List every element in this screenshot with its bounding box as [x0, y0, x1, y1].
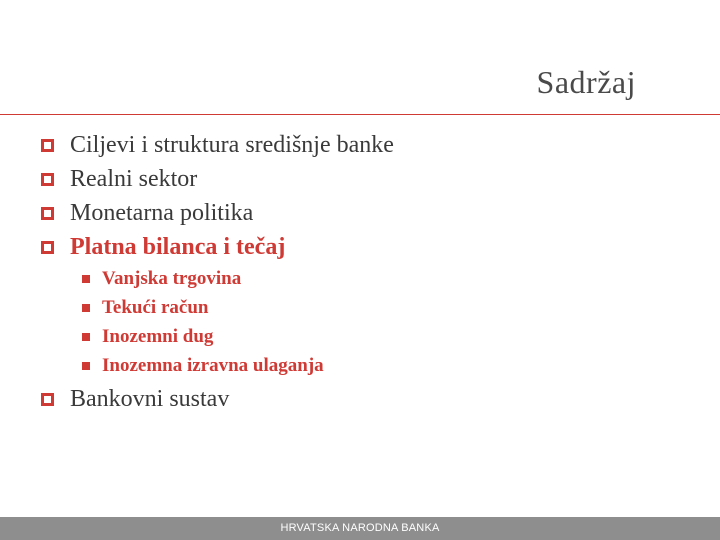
footer-bar [0, 517, 720, 540]
title-divider [0, 114, 720, 115]
list-item-label: Monetarna politika [70, 200, 254, 226]
sub-list-item-label: Vanjska trgovina [102, 268, 242, 289]
list-item-label: Realni sektor [70, 166, 198, 192]
list-item-label: Ciljevi i struktura središnje banke [70, 132, 394, 158]
hollow-square-bullet-icon [41, 393, 54, 406]
footer-brand-text: HRVATSKA NARODNA BANKA [280, 522, 440, 534]
sub-list-item-label: Inozemna izravna ulaganja [102, 355, 324, 376]
sub-list-item [82, 323, 642, 351]
hollow-square-bullet-icon [41, 207, 54, 220]
sub-list-item [82, 294, 642, 322]
filled-square-bullet-icon [82, 304, 90, 312]
list-item-label: Bankovni sustav [70, 386, 230, 412]
hollow-square-bullet-icon [41, 139, 54, 152]
sub-list-item [82, 265, 642, 293]
list-item [40, 128, 680, 162]
list-item [40, 196, 680, 230]
filled-square-bullet-icon [82, 333, 90, 341]
filled-square-bullet-icon [82, 362, 90, 370]
filled-square-bullet-icon [82, 275, 90, 283]
sub-list-item-label: Inozemni dug [102, 326, 214, 347]
list-item-active [40, 230, 680, 264]
hollow-square-bullet-icon [41, 173, 54, 186]
list-item [40, 162, 680, 196]
list-item [40, 382, 680, 416]
slide-title: Sadržaj [536, 64, 636, 100]
hollow-square-bullet-icon [41, 241, 54, 254]
sub-list-item-label: Tekući račun [102, 297, 209, 318]
list-item-label: Platna bilanca i tečaj [70, 234, 286, 260]
sub-list-item [82, 352, 642, 380]
